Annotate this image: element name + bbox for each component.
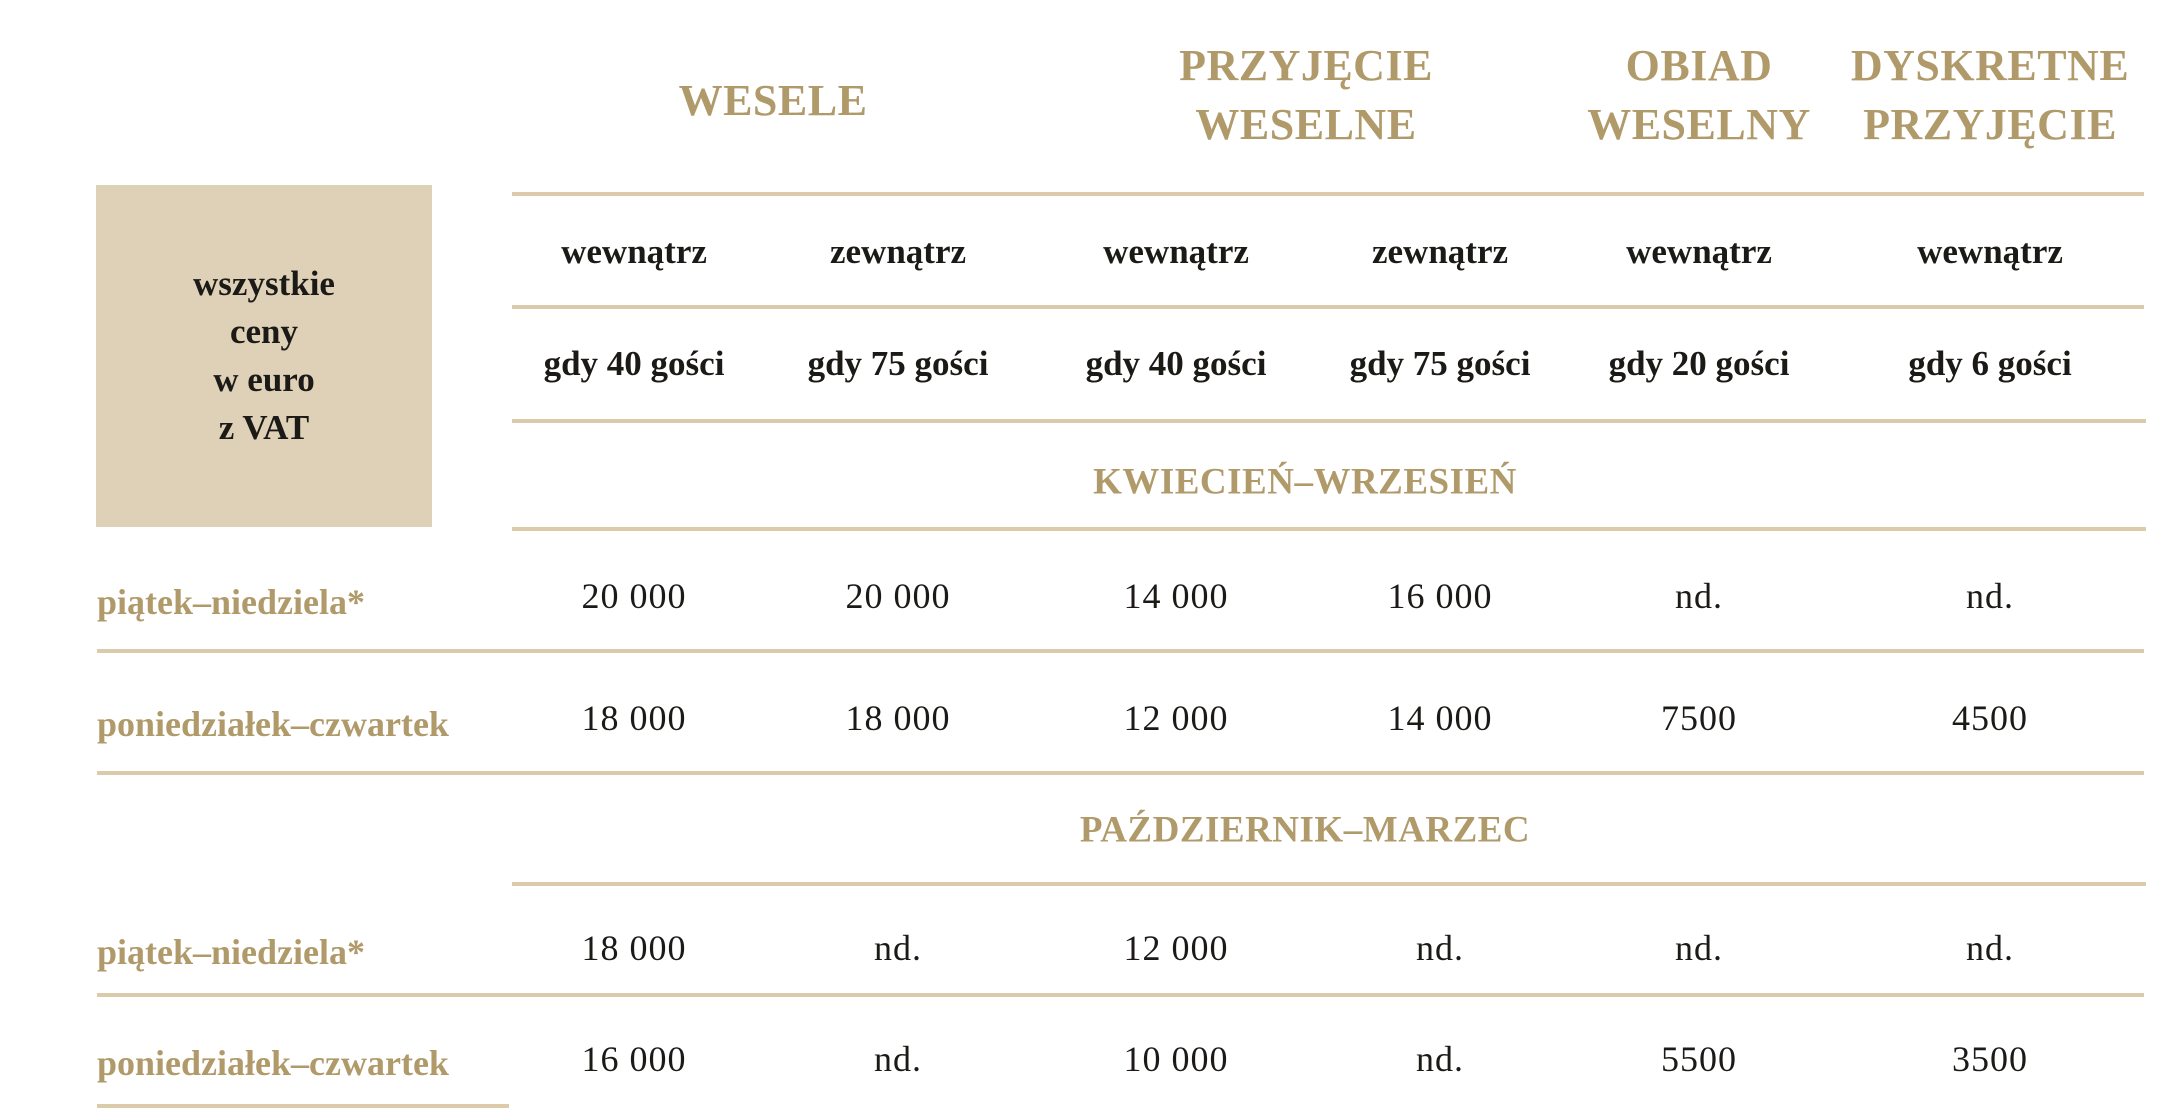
category-header-line: DYSKRETNE [1850, 41, 2130, 90]
price-cell: 20 000 [845, 576, 951, 616]
category-header-line: WESELE [678, 76, 868, 125]
row-label: piątek–niedziela* [97, 582, 365, 622]
column-location: zewnątrz [829, 232, 967, 271]
category-header-wesele [679, 71, 868, 130]
column-guests: gdy 75 gości [1349, 344, 1531, 383]
column-guests: gdy 6 gości [1908, 344, 2072, 383]
price-cell: 16 000 [1387, 576, 1493, 616]
price-cell: 18 000 [845, 698, 951, 738]
divider-location-row [512, 305, 2144, 309]
divider-guests-row [512, 419, 2146, 423]
category-header-line: PRZYJĘCIE [1863, 100, 2117, 149]
column-location: zewnątrz [1371, 232, 1509, 271]
category-header-line: WESELNE [1195, 100, 1417, 149]
row-label: poniedziałek–czwartek [97, 704, 449, 744]
column-guests: gdy 40 gości [1085, 344, 1267, 383]
price-note-text [193, 260, 335, 452]
column-location: wewnątrz [1103, 232, 1249, 271]
category-header-line: PRZYJĘCIE [1179, 41, 1433, 90]
price-cell: 14 000 [1387, 698, 1493, 738]
price-cell: 12 000 [1123, 698, 1229, 738]
price-cell: nd. [1675, 576, 1723, 616]
season-title: KWIECIEŃ–WRZESIEŃ [1093, 461, 1517, 503]
column-location: wewnątrz [561, 232, 707, 271]
price-note-line: w euro [213, 360, 315, 399]
column-guests: gdy 75 gości [807, 344, 989, 383]
divider-season-1 [512, 527, 2146, 531]
category-header-line: OBIAD [1625, 41, 1773, 90]
price-cell: 3500 [1952, 1039, 2028, 1079]
price-cell: nd. [874, 1039, 922, 1079]
price-cell: nd. [1675, 928, 1723, 968]
column-guests: gdy 20 gości [1608, 344, 1790, 383]
price-cell: nd. [1966, 928, 2014, 968]
divider-row-4 [97, 1104, 509, 1108]
price-cell: 7500 [1661, 698, 1737, 738]
price-cell: nd. [874, 928, 922, 968]
price-cell: 20 000 [581, 576, 687, 616]
category-header-przyjecie-weselne [1179, 36, 1433, 154]
divider-season-2 [512, 882, 2146, 886]
price-cell: 14 000 [1123, 576, 1229, 616]
divider-row-2 [97, 771, 2144, 775]
price-cell: nd. [1416, 928, 1464, 968]
price-cell: nd. [1966, 576, 2014, 616]
category-header-obiad-weselny [1587, 36, 1811, 154]
price-cell: nd. [1416, 1039, 1464, 1079]
price-note-box [96, 185, 432, 527]
divider-header-top [512, 192, 2144, 196]
price-cell: 4500 [1952, 698, 2028, 738]
price-note-line: wszystkie [193, 264, 335, 303]
price-cell: 18 000 [581, 698, 687, 738]
column-location: wewnątrz [1626, 232, 1772, 271]
category-header-dyskretne-przyjecie [1851, 36, 2129, 154]
column-location: wewnątrz [1917, 232, 2063, 271]
column-guests: gdy 40 gości [543, 344, 725, 383]
price-note-line: z VAT [218, 408, 310, 447]
category-header-line: WESELNY [1587, 100, 1811, 149]
season-title: PAŹDZIERNIK–MARZEC [1079, 809, 1531, 851]
price-cell: 18 000 [581, 928, 687, 968]
divider-row-3 [97, 993, 2144, 997]
row-label: poniedziałek–czwartek [97, 1043, 449, 1083]
price-cell: 16 000 [581, 1039, 687, 1079]
divider-row-1 [97, 649, 2144, 653]
price-cell: 12 000 [1123, 928, 1229, 968]
row-label: piątek–niedziela* [97, 932, 365, 972]
price-cell: 10 000 [1123, 1039, 1229, 1079]
price-cell: 5500 [1661, 1039, 1737, 1079]
price-note-line: ceny [229, 312, 299, 351]
